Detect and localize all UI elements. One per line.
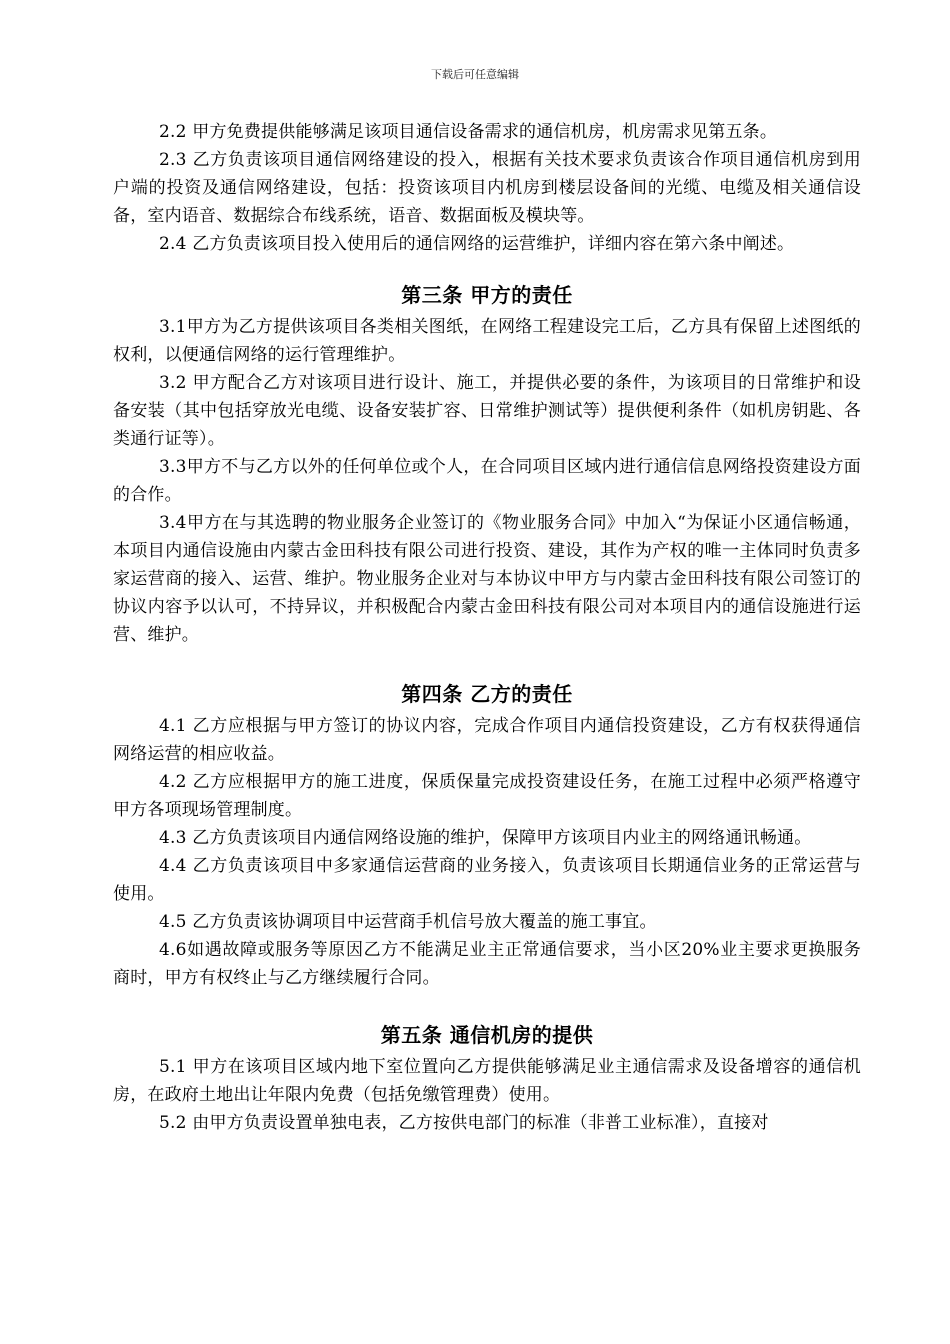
paragraph-4-6: 4.6如遇故障或服务等原因乙方不能满足业主正常通信要求，当小区20%业主要求更换服务商时，甲方有权终止与乙方继续履行合同。 xyxy=(113,940,861,988)
section-5-heading: 第五条 通信机房的提供 xyxy=(380,1023,594,1047)
paragraph-2-4: 2.4 乙方负责该项目投入使用后的通信网络的运营维护，详细内容在第六条中阐述。 xyxy=(159,234,795,254)
document-body xyxy=(113,118,861,1137)
paragraph-3-2: 3.2 甲方配合乙方对该项目进行设计、施工，并提供必要的条件，为该项目的日常维护和设备安装（其中包括穿放光电缆、设备安装扩容、日常维护测试等）提供便利条件（如机房钥匙、各类通行证等）。 xyxy=(113,373,861,449)
section-4-heading: 第四条 乙方的责任 xyxy=(401,682,573,706)
paragraph-2-2: 2.2 甲方免费提供能够满足该项目通信设备需求的通信机房，机房需求见第五条。 xyxy=(159,122,778,142)
paragraph-4-3: 4.3 乙方负责该项目内通信网络设施的维护，保障甲方该项目内业主的网络通讯畅通。 xyxy=(159,828,812,848)
paragraph-3-4: 3.4甲方在与其选聘的物业服务企业签订的《物业服务合同》中加入“为保证小区通信畅通，本项目内通信设施由内蒙古金田科技有限公司进行投资、建设，其作为产权的唯一主体同时负责多家运营商的接入、运营、维护。物业服务企业对与本协议中甲方与内蒙古金田科技有限公司签订的协议内容予以认可，不持异议，并积极配合内蒙古金田科技有限公司对本项目内的通信设施进行运营、维护。 xyxy=(113,513,861,645)
paragraph-2-3: 2.3 乙方负责该项目通信网络建设的投入，根据有关技术要求负责该合作项目通信机房到用户端的投资及通信网络建设，包括：投资该项目内机房到楼层设备间的光缆、电缆及相关通信设备，室内语音、数据综合布线系统，语音、数据面板及模块等。 xyxy=(113,150,861,226)
paragraph-4-1: 4.1 乙方应根据与甲方签订的协议内容，完成合作项目内通信投资建设，乙方有权获得通信网络运营的相应收益。 xyxy=(113,716,861,764)
paragraph-3-1: 3.1甲方为乙方提供该项目各类相关图纸，在网络工程建设完工后，乙方具有保留上述图纸的权利，以便通信网络的运行管理维护。 xyxy=(113,317,861,365)
section-3-heading: 第三条 甲方的责任 xyxy=(401,283,573,307)
paragraph-3-3: 3.3甲方不与乙方以外的任何单位或个人，在合同项目区域内进行通信信息网络投资建设方面的合作。 xyxy=(113,457,861,505)
paragraph-4-5: 4.5 乙方负责该协调项目中运营商手机信号放大覆盖的施工事宜。 xyxy=(159,912,657,932)
paragraph-5-2: 5.2 由甲方负责设置单独电表，乙方按供电部门的标准（非普工业标准），直接对 xyxy=(159,1113,769,1133)
paragraph-4-4: 4.4 乙方负责该项目中多家通信运营商的业务接入，负责该项目长期通信业务的正常运营与使用。 xyxy=(113,856,861,904)
paragraph-5-1: 5.1 甲方在该项目区域内地下室位置向乙方提供能够满足业主通信需求及设备增容的通信机房，在政府土地出让年限内免费（包括免缴管理费）使用。 xyxy=(113,1057,861,1105)
paragraph-4-2: 4.2 乙方应根据甲方的施工进度，保质保量完成投资建设任务，在施工过程中必须严格遵守甲方各项现场管理制度。 xyxy=(113,772,861,820)
header-note: 下载后可任意编辑 xyxy=(431,68,519,81)
